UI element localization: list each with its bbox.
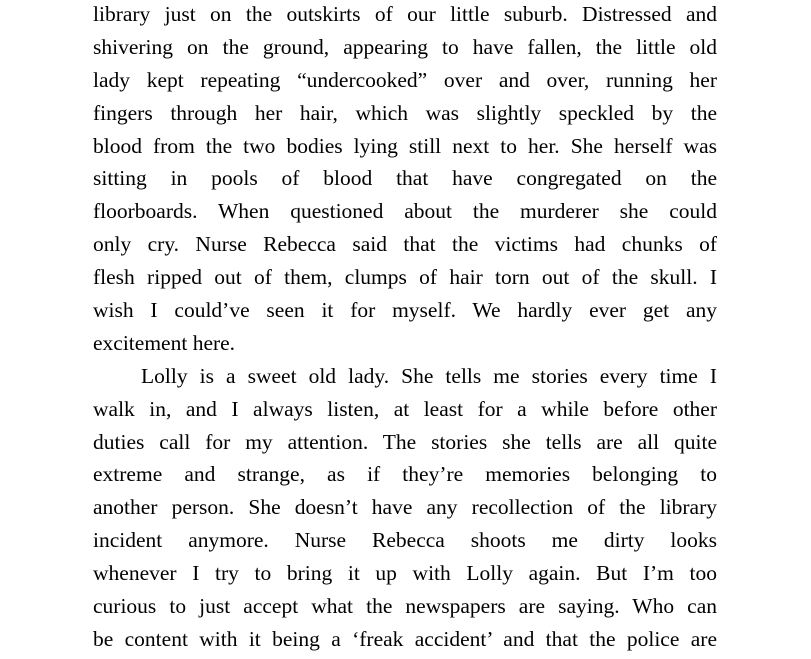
text-line: wish I could’ve seen it for myself. We hardly ever get any [93,298,717,323]
text-line: blood from the two bodies lying still next to her. She herself was [93,133,717,158]
text-line: extreme and strange, as if they’re memories belonging to [93,462,717,487]
text-line: flesh ripped out of them, clumps of hair torn out of the skull. I [93,265,717,290]
text-line: excitement here. [93,330,236,355]
text-line: whenever I try to bring it up with Lolly again. But I’m too [93,561,717,586]
text-line: be content with it being a ‘freak accident’ and that the police are [93,626,717,651]
text-line: Lolly is a sweet old lady. She tells me stories every time I [141,363,717,388]
text-line: library just on the outskirts of our little suburb. Distressed and [93,2,717,26]
text-line: shivering on the ground, appearing to have fallen, the little old [93,34,717,59]
text-line: walk in, and I always listen, at least for a while before other [93,396,717,421]
text-line: floorboards. When questioned about the murderer she could [93,199,717,224]
text-line: another person. She doesn’t have any recollection of the library [93,495,717,520]
text-line: incident anymore. Nurse Rebecca shoots me dirty looks [93,528,717,553]
text-line: only cry. Nurse Rebecca said that the victims had chunks of [93,232,717,257]
body-text [93,0,717,656]
paragraph-2 [93,360,717,656]
text-line: sitting in pools of blood that have congregated on the [93,166,717,191]
text-line: duties call for my attention. The stories she tells are all quite [93,429,717,454]
paragraph-1 [93,0,717,360]
text-line: curious to just accept what the newspapers are saying. Who can [93,594,717,619]
text-line: lady kept repeating “undercooked” over and over, running her [93,67,717,92]
text-line: fingers through her hair, which was slightly speckled by the [93,100,717,125]
